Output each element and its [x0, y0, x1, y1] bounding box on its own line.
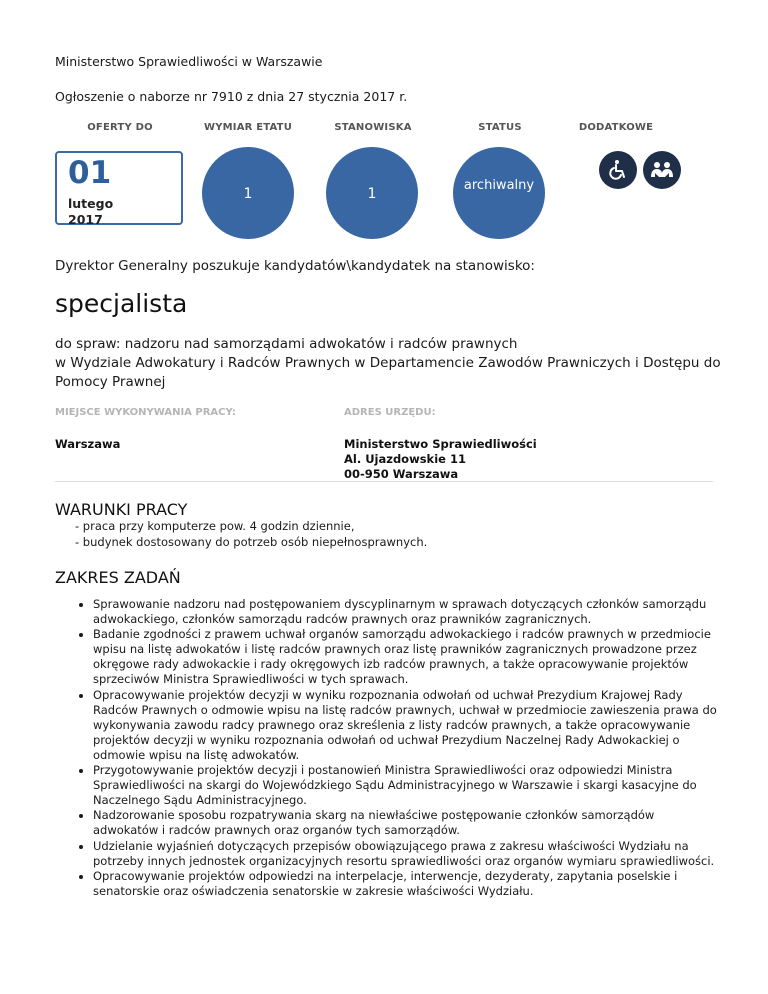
task-item [93, 808, 768, 838]
task-line: adwokackiego, członków samorządu radców prawnych oraz prawników zagranicznych. [93, 612, 592, 627]
task-line: Naczelnego Sądu Administracyjnego. [93, 793, 307, 808]
tasks-list [55, 597, 768, 899]
task-item [93, 627, 768, 687]
description-line: w Wydziale Adwokatury i Radców Prawnych w Departamencie Zawodów Prawniczych i Dostępu do [55, 355, 721, 371]
task-line: • Nadzorowanie sposobu rozpatrywania skarg na niewłaściwe postępowanie członków samorządów [93, 808, 655, 823]
description-line: do spraw: nadzoru nad samorządami adwokatów i radców prawnych [55, 336, 518, 352]
task-line: Sprawiedliwości na skargi do Wojewódzkiego Sądu Administracyjnego w Warszawie i skargi kasacyjne do [93, 778, 697, 793]
task-line: odmowie wpisu na listę adwokatów. [93, 747, 300, 762]
header-status: STATUS [478, 122, 522, 133]
deadline-month-year [68, 196, 113, 228]
wheelchair-icon [599, 151, 637, 189]
deadline-day: 01 [68, 155, 112, 191]
status-circle [453, 147, 545, 239]
header-extras: DODATKOWE [578, 122, 654, 133]
job-title: specjalista [55, 289, 188, 318]
task-line: projektów decyzji w wyniku rozpoznania odwołań od uchwał Prezydium Naczelnej Rady Adwokackiej o [93, 732, 680, 747]
people-icon [643, 151, 681, 189]
status-value: archiwalny [463, 178, 535, 193]
address-line: Ministerstwo Sprawiedliwości [344, 437, 537, 451]
task-line: senatorskie oraz oświadczenia senatorskie w zakresie właściwości Wydziału. [93, 883, 534, 898]
intro-text: Dyrektor Generalny poszukuje kandydatów\kandydatek na stanowisko: [55, 258, 535, 274]
condition-item: - praca przy komputerze pow. 4 godzin dziennie, [75, 519, 355, 533]
task-item [93, 763, 768, 808]
announcement-text: Ogłoszenie o naborze nr 7910 z dnia 27 stycznia 2017 r. [55, 89, 408, 104]
work-time-value: 1 [243, 186, 253, 202]
task-line: potrzeby innych jednostek organizacyjnych resortu sprawiedliwości oraz organów wymiaru sprawiedliwości. [93, 853, 715, 868]
task-item [93, 597, 768, 627]
task-line: adwokatów i radców prawnych oraz organów tych samorządów. [93, 823, 460, 838]
deadline-month: lutego [68, 196, 114, 211]
header-work-time: WYMIAR ETATU [203, 122, 293, 133]
task-line: sprzeciwów Ministra Sprawiedliwości w tych sprawach. [93, 672, 409, 687]
address-line: Al. Ujazdowskie 11 [344, 452, 466, 466]
workplace-value: Warszawa [55, 437, 121, 451]
conditions-list [75, 518, 427, 550]
task-item [93, 688, 768, 763]
deadline-year: 2017 [68, 212, 103, 227]
description-line: Pomocy Prawnej [55, 374, 166, 390]
header-offers-until: OFERTY DO [87, 122, 153, 133]
deadline-date-box [55, 151, 183, 225]
conditions-heading: WARUNKI PRACY [55, 500, 188, 519]
job-description [55, 335, 735, 392]
institution-name: Ministerstwo Sprawiedliwości w Warszawie [55, 54, 323, 69]
task-line: • Udzielanie wyjaśnień dotyczących przepisów obowiązującego prawa z zakresu właściwości Wydziału na [93, 838, 689, 853]
office-address [344, 437, 537, 482]
work-time-circle [202, 147, 294, 239]
header-positions: STANOWISKA [334, 122, 412, 133]
task-item [93, 839, 768, 869]
task-line: Radców Prawnych o odmowie wpisu na listę radców prawnych, uchwał w przedmiocie zawieszenia prawa do [93, 702, 717, 717]
task-line: wykonywania zawodu radcy prawnego oraz skreślenia z listy radców prawnych, a także opracowywanie [93, 717, 691, 732]
task-line: • Opracowywanie projektów odpowiedzi na interpelacje, interwencje, dezyderaty, zapytania poselskie i [93, 868, 678, 883]
positions-circle [326, 147, 418, 239]
task-line: wpisu na listę adwokatów i listę radców prawnych oraz listę prawników zagranicznych prowadzone przez [93, 642, 697, 657]
address-line: 00-950 Warszawa [344, 467, 459, 481]
workplace-label: MIEJSCE WYKONYWANIA PRACY: [55, 407, 236, 418]
task-line: • Sprawowanie nadzoru nad postępowaniem dyscyplinarnym w sprawach dotyczących członków samorządu [93, 597, 707, 611]
positions-value: 1 [367, 186, 377, 202]
task-line: • Przygotowywanie projektów decyzji i postanowień Ministra Sprawiedliwości oraz odpowiedzi Ministra [93, 763, 673, 778]
section-divider [55, 481, 713, 482]
task-line: okręgowe rady adwokackie i rady okręgowych izb radców prawnych, a także opracowywanie projektów [93, 657, 689, 672]
condition-item: - budynek dostosowany do potrzeb osób niepełnosprawnych. [75, 535, 428, 549]
task-line: • Opracowywanie projektów decyzji w wyniku rozpoznania odwołań od uchwał Prezydium Krajowej Rady [93, 687, 683, 702]
task-item [93, 869, 768, 899]
task-line: • Badanie zgodności z prawem uchwał organów samorządu adwokackiego i radców prawnych w przedmiocie [93, 627, 711, 642]
tasks-heading: ZAKRES ZADAŃ [55, 568, 181, 587]
office-address-label: ADRES URZĘDU: [344, 407, 436, 418]
